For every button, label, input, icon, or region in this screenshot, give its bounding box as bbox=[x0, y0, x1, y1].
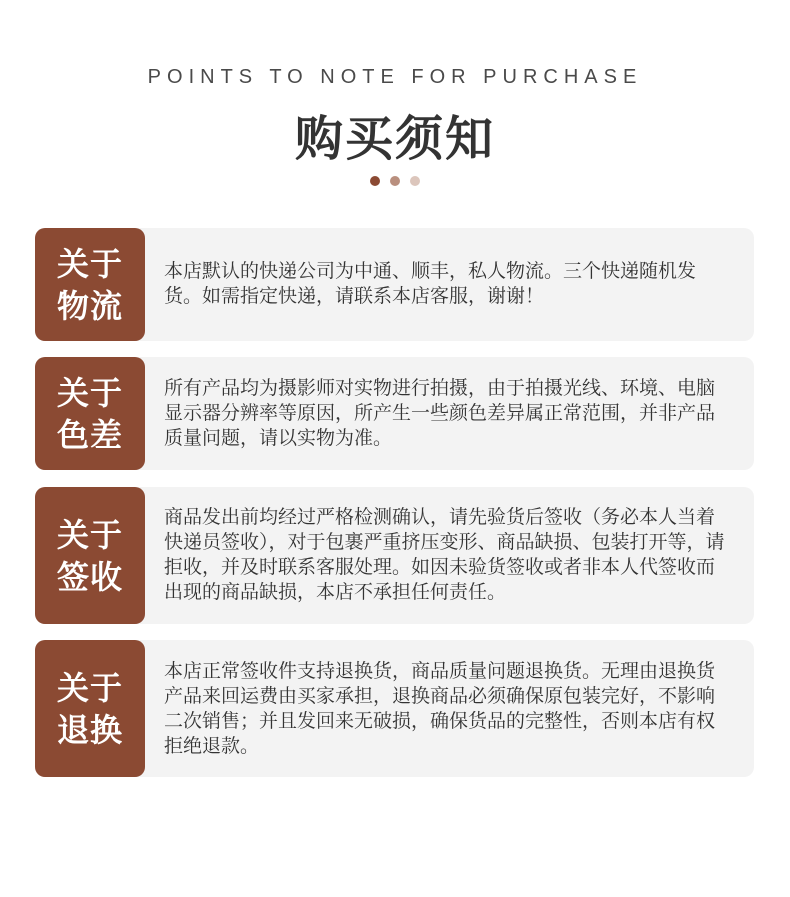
section-text: 商品发出前均经过严格检测确认，请先验货后签收（务必本人当着快递员签收），对于包裹严重挤压变形、商品缺损、包装打开等，请拒收，并及时联系客服处理。如因未验货签收或者非本人代签收而出现的商品缺损，本店不承担任何责任。 bbox=[164, 506, 725, 603]
section-text: 本店默认的快递公司为中通、顺丰，私人物流。三个快递随机发货。如需指定快递，请联系本店客服，谢谢！ bbox=[164, 260, 697, 307]
section-label-line2: 物流 bbox=[56, 286, 123, 325]
section-label-line1: 关于 bbox=[56, 668, 123, 707]
section-card-returns bbox=[35, 640, 754, 777]
section-label-line1: 关于 bbox=[56, 373, 123, 412]
section-label-line1: 关于 bbox=[56, 515, 123, 554]
section-label-line2: 签收 bbox=[56, 557, 123, 596]
section-text: 所有产品均为摄影师对实物进行拍摄，由于拍摄光线、环境、电脑显示器分辨率等原因，所产生一些颜色差异属正常范围，并非产品质量问题，请以实物为准。 bbox=[164, 377, 716, 449]
section-label-line2: 退换 bbox=[56, 710, 123, 749]
section-label bbox=[35, 640, 145, 777]
dot-1 bbox=[370, 176, 380, 186]
section-card-color-difference bbox=[35, 357, 754, 470]
page-title: 购买须知 bbox=[294, 111, 495, 167]
section-label-line1: 关于 bbox=[56, 244, 123, 283]
section-label bbox=[35, 228, 145, 341]
section-card-logistics bbox=[35, 228, 754, 341]
section-label-line2: 色差 bbox=[56, 415, 123, 454]
section-text: 本店正常签收件支持退换货，商品质量问题退换货。无理由退换货产品来回运费由买家承担，退换商品必须确保原包装完好，不影响二次销售；并且发回来无破损，确保货品的完整性，否则本店有权拒绝退款。 bbox=[164, 660, 716, 757]
section-label bbox=[35, 487, 145, 624]
dot-3 bbox=[410, 176, 420, 186]
dot-2 bbox=[390, 176, 400, 186]
page-subtitle: POINTS TO NOTE FOR PURCHASE bbox=[147, 66, 643, 88]
decorative-dots bbox=[0, 176, 790, 186]
section-label bbox=[35, 357, 145, 470]
section-card-sign-receipt bbox=[35, 487, 754, 624]
